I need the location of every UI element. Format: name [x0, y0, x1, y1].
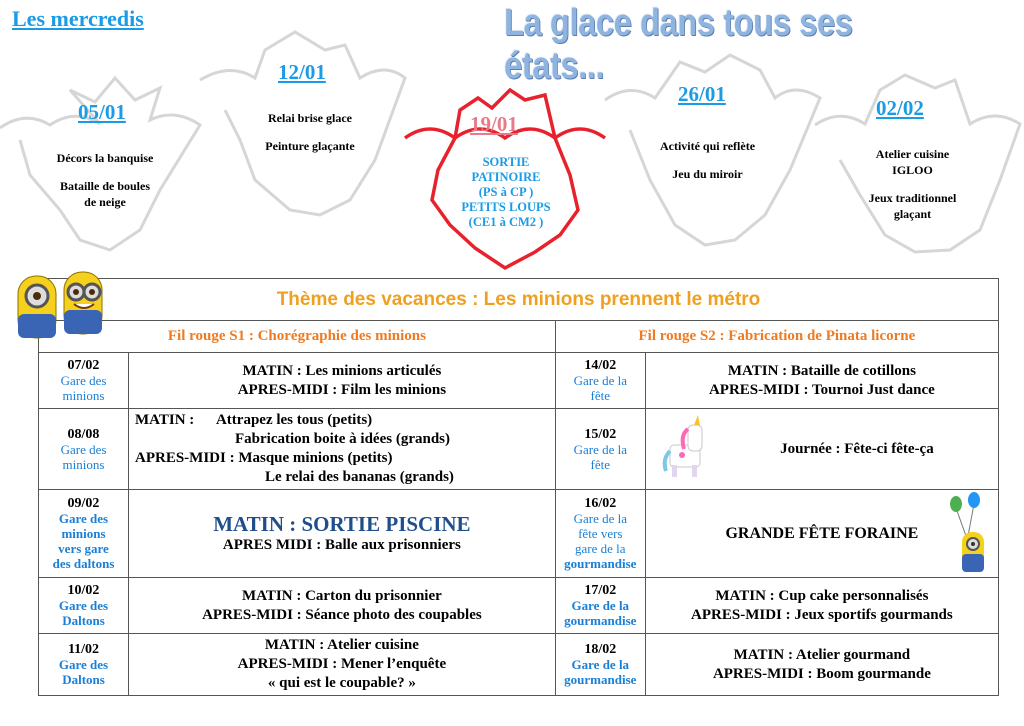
activity-line: APRES-MIDI : Film les minions [237, 381, 447, 398]
station-label: fête [590, 456, 611, 472]
date-cell [39, 578, 129, 634]
date-cell [555, 578, 645, 634]
activity-cell [129, 634, 556, 696]
station-label: minions [62, 456, 105, 472]
activity-line: GRANDE FÊTE FORAINE [725, 525, 919, 542]
station-label: Gare des [58, 511, 109, 526]
iceberg-line: Bataille de boules [59, 179, 150, 193]
activity-cell [645, 409, 998, 490]
fil-rouge-s1: Fil rouge S1 : Chorégraphie des minions [39, 321, 556, 353]
iceberg-date-0202: 02/02 [876, 96, 924, 120]
station-label: gourmandise [564, 556, 637, 571]
activity-line: MATIN : Carton du prisonnier [242, 587, 442, 604]
date-label: 16/02 [584, 496, 617, 511]
activity-line: APRES-MIDI : Masque minions (petits) [135, 450, 393, 466]
iceberg-line: glaçant [893, 207, 932, 221]
activity-line: Journée : Fête-ci fête-ça [780, 440, 934, 457]
table-row [39, 490, 999, 578]
station-label: Gare de la [573, 441, 627, 457]
date-cell [555, 490, 645, 578]
station-label: des daltons [52, 556, 115, 571]
activity-line: MATIN : Les minions articulés [242, 362, 442, 379]
station-label: Gare de la [573, 373, 627, 388]
activity-line: MATIN : Cup cake personnalisés [715, 587, 929, 604]
theme-heading: Thème des vacances : Les minions prennent le métro [39, 279, 999, 321]
iceberg-line: Décors la banquise [56, 151, 154, 165]
date-label: 18/02 [584, 642, 617, 657]
table-row [39, 353, 999, 409]
date-label: 11/02 [67, 642, 100, 657]
unicorn-pinata-icon [660, 415, 716, 481]
activity-line: Le relai des bananas (grands) [265, 469, 454, 485]
page-title-left: Les mercredis [12, 6, 144, 31]
activity-line: Fabrication boite à idées (grands) [235, 431, 450, 447]
holiday-schedule-table [38, 278, 999, 696]
fil-rouge-s2: Fil rouge S2 : Fabrication de Pinata licorne [555, 321, 998, 353]
activity-line: APRES-MIDI : Mener l’enquête [237, 656, 447, 672]
iceberg-line: (PS à CP ) [478, 185, 534, 199]
table-row [39, 578, 999, 634]
iceberg-line: Activité qui reflète [659, 139, 756, 153]
iceberg-line: Jeux traditionnel [868, 191, 957, 205]
station-label: minions [61, 526, 106, 541]
activity-line-highlight: MATIN : SORTIE PISCINE [213, 512, 471, 536]
date-label: 07/02 [67, 358, 100, 373]
date-label: 09/02 [67, 496, 100, 511]
activity-line: MATIN : Attrapez les tous (petits) [135, 412, 373, 428]
date-cell [39, 490, 129, 578]
page-title-right: La glace dans tous ses états... [504, 2, 853, 87]
activity-cell [129, 578, 556, 634]
iceberg-date-2601: 26/01 [678, 82, 726, 106]
iceberg-activities-1901 [436, 155, 576, 230]
activity-line: APRES-MIDI : Tournoi Just dance [708, 381, 935, 398]
iceberg-illustrations [0, 0, 1024, 275]
station-label: gourmandise [564, 613, 637, 628]
station-label: fête [590, 388, 611, 403]
iceberg-activities-2601 [640, 138, 775, 182]
activity-line: APRES-MIDI : Boom gourmande [712, 665, 931, 682]
station-label: Gare des [60, 441, 107, 457]
station-label: minions [62, 388, 105, 403]
table-row [39, 409, 999, 490]
activity-cell [129, 490, 556, 578]
iceberg-line: Atelier cuisine [875, 147, 950, 161]
activity-line: MATIN : Atelier cuisine [264, 637, 419, 653]
station-label: gourmandise [564, 672, 637, 687]
iceberg-date-1901: 19/01 [470, 112, 518, 136]
iceberg-line: Peinture glaçante [265, 139, 355, 153]
activity-line: MATIN : Bataille de cotillons [727, 362, 916, 379]
iceberg-line: PETITS LOUPS [461, 200, 551, 214]
activity-cell [645, 578, 998, 634]
station-label: Gare de la [571, 657, 630, 672]
date-label: 17/02 [584, 583, 617, 598]
date-label: 15/02 [584, 426, 617, 442]
station-label: Daltons [62, 672, 105, 687]
activity-line: MATIN : Atelier gourmand [733, 646, 911, 663]
iceberg-date-1201: 12/01 [278, 60, 326, 84]
iceberg-line: Jeu du miroir [672, 167, 743, 181]
station-label: Gare des [60, 373, 107, 388]
iceberg-line: SORTIE [482, 155, 530, 169]
activity-cell [645, 353, 998, 409]
activity-cell [129, 353, 556, 409]
date-label: 08/08 [67, 426, 100, 442]
iceberg-date-0501: 05/01 [78, 100, 126, 124]
station-label: Daltons [62, 613, 105, 628]
iceberg-line: de neige [84, 195, 126, 209]
station-label: Gare des [58, 598, 109, 613]
station-label: Gare des [58, 657, 109, 672]
activity-cell [645, 634, 998, 696]
date-cell [39, 353, 129, 409]
activity-line: « qui est le coupable? » [267, 675, 416, 691]
activity-cell [129, 409, 556, 490]
activity-cell [645, 490, 998, 578]
date-cell [555, 634, 645, 696]
iceberg-line: Relai brise glace [268, 111, 352, 125]
iceberg-activities-1201 [245, 110, 375, 154]
date-label: 10/02 [67, 583, 100, 598]
iceberg-line: PATINOIRE [471, 170, 541, 184]
date-cell [39, 409, 129, 490]
iceberg-line: IGLOO [892, 163, 933, 177]
minion-balloons-icon [946, 492, 990, 576]
station-label: fête vers [578, 526, 623, 541]
minions-illustration-icon [14, 270, 110, 352]
iceberg-activities-0501 [40, 150, 170, 210]
activity-line: APRES-MIDI : Séance photo des coupables [202, 606, 482, 623]
iceberg-activities-0202 [850, 146, 975, 222]
activity-line: APRES MIDI : Balle aux prisonniers [222, 537, 461, 553]
date-cell [39, 634, 129, 696]
table-row [39, 634, 999, 696]
station-label: Gare de la [573, 511, 627, 526]
date-label: 14/02 [584, 358, 617, 373]
iceberg-line: (CE1 à CM2 ) [468, 215, 544, 229]
date-cell [555, 409, 645, 490]
activity-line: APRES-MIDI : Jeux sportifs gourmands [691, 606, 953, 623]
station-label: vers gare [58, 541, 109, 556]
date-cell [555, 353, 645, 409]
station-label: gare de la [575, 541, 626, 556]
station-label: Gare de la [571, 598, 630, 613]
